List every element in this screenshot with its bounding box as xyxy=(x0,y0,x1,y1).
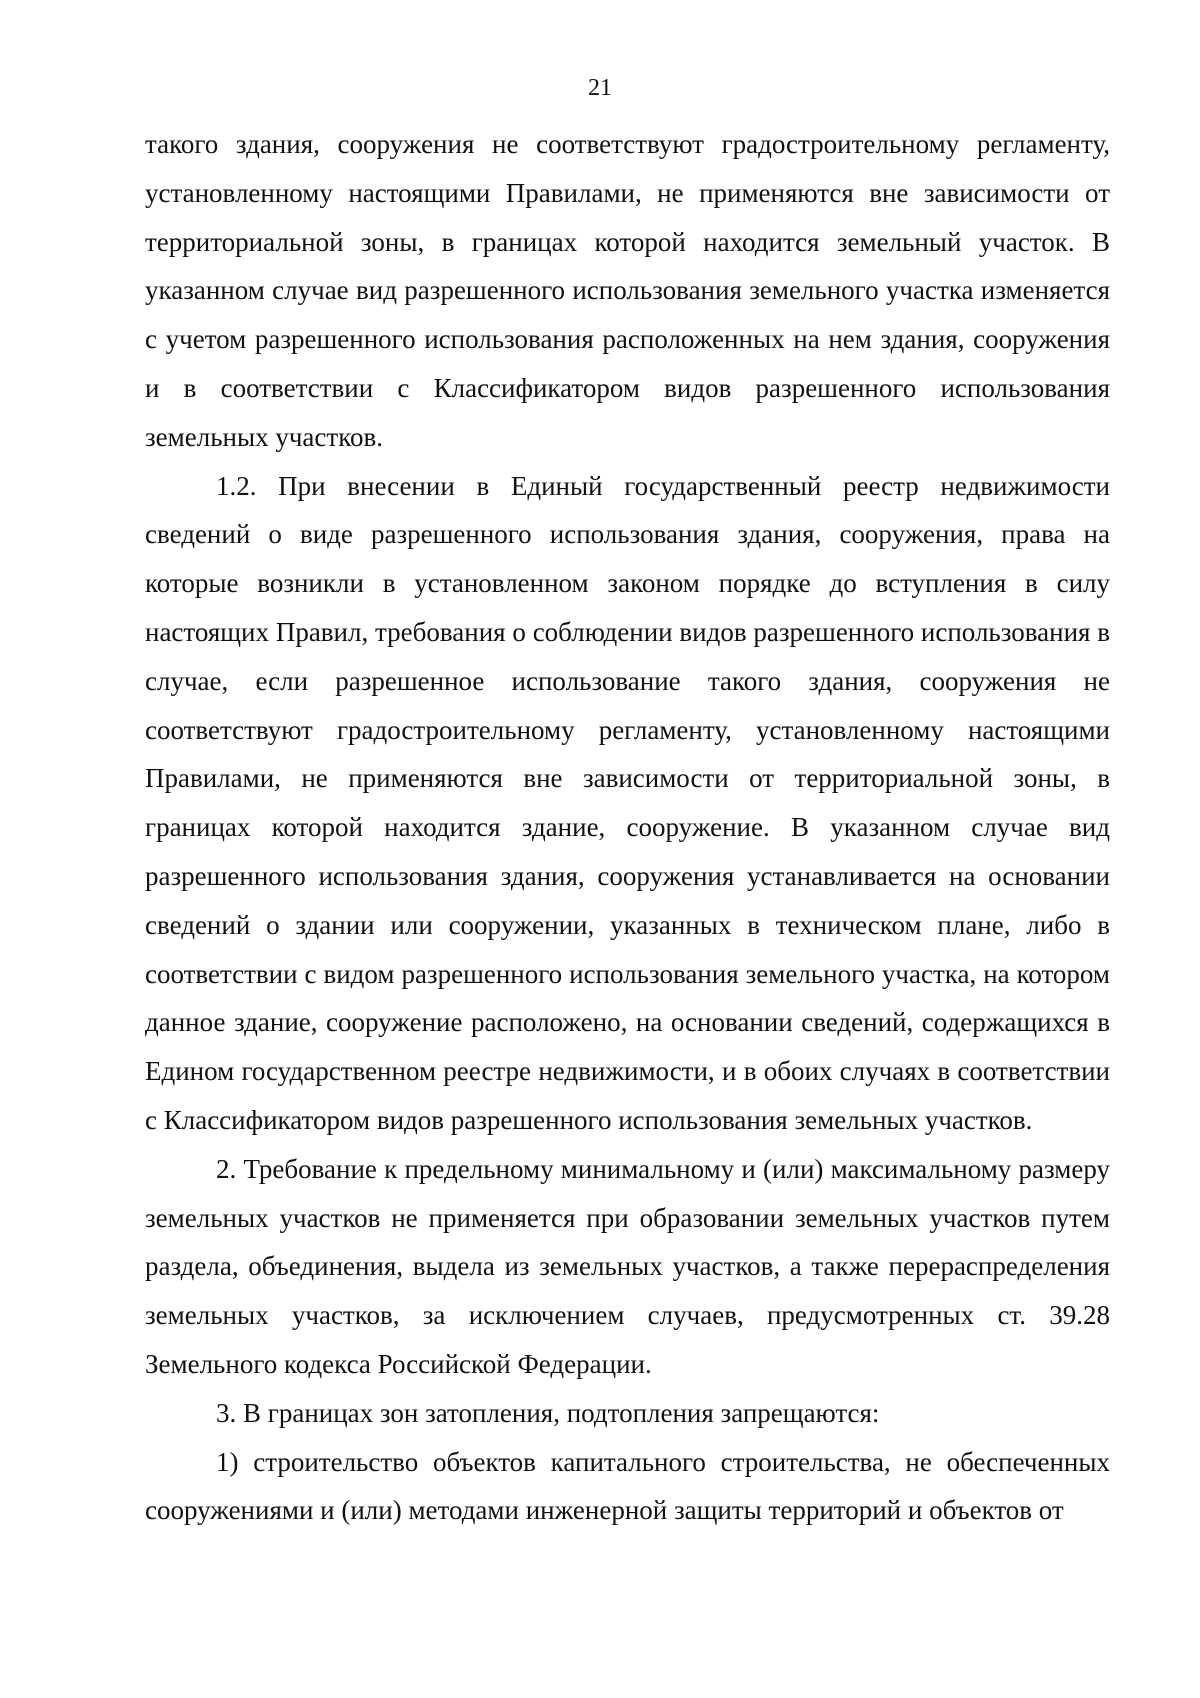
paragraph-3-item-1: 1) строительство объектов капитального строительства, не обеспеченных сооружениями и (или) методами инженерной защиты территорий и объектов от xyxy=(145,1446,1110,1526)
document-body xyxy=(145,120,1110,1535)
paragraph-continuation: такого здания, сооружения не соответствуют градостроительному регламенту, установленному настоящими Правилами, не применяются вне зависимости от территориальной зоны, в границах которой находится земельный участок. В указанном случае вид разрешенного использования земельного участка изменяется с учетом разрешенного использования расположенных на нем здания, сооружения и в соответствии с Классификатором видов разрешенного использования земельных участков. xyxy=(145,129,1110,452)
paragraph-3: 3. В границах зон затопления, подтопления запрещаются: xyxy=(216,1397,880,1428)
page-number: 21 xyxy=(588,75,612,101)
paragraph-2: 2. Требование к предельному минимальному и (или) максимальному размеру земельных участков не применяется при образовании земельных участков путем раздела, объединения, выдела из земельных участков, а также перераспределения земельных участков, за исключением случаев, предусмотренных ст. 39.28 Земельного кодекса Российской Федерации. xyxy=(145,1153,1110,1379)
paragraph-1-2: 1.2. При внесении в Единый государственный реестр недвижимости сведений о виде разрешенного использования здания, сооружения, права на которые возникли в установленном законом порядке до вступления в силу настоящих Правил, требования о соблюдении видов разрешенного использования в случае, если разрешенное использование такого здания, сооружения не соответствуют градостроительному регламенту, установленному настоящими Правилами, не применяются вне зависимости от территориальной зоны, в границах которой находится здание, сооружение. В указанном случае вид разрешенного использования здания, сооружения устанавливается на основании сведений о здании или сооружении, указанных в техническом плане, либо в соответствии с видом разрешенного использования земельного участка, на котором данное здание, сооружение расположено, на основании сведений, содержащихся в Едином государственном реестре недвижимости, и в обоих случаях в соответствии с Классификатором видов разрешенного использования земельных участков. xyxy=(145,470,1110,1135)
